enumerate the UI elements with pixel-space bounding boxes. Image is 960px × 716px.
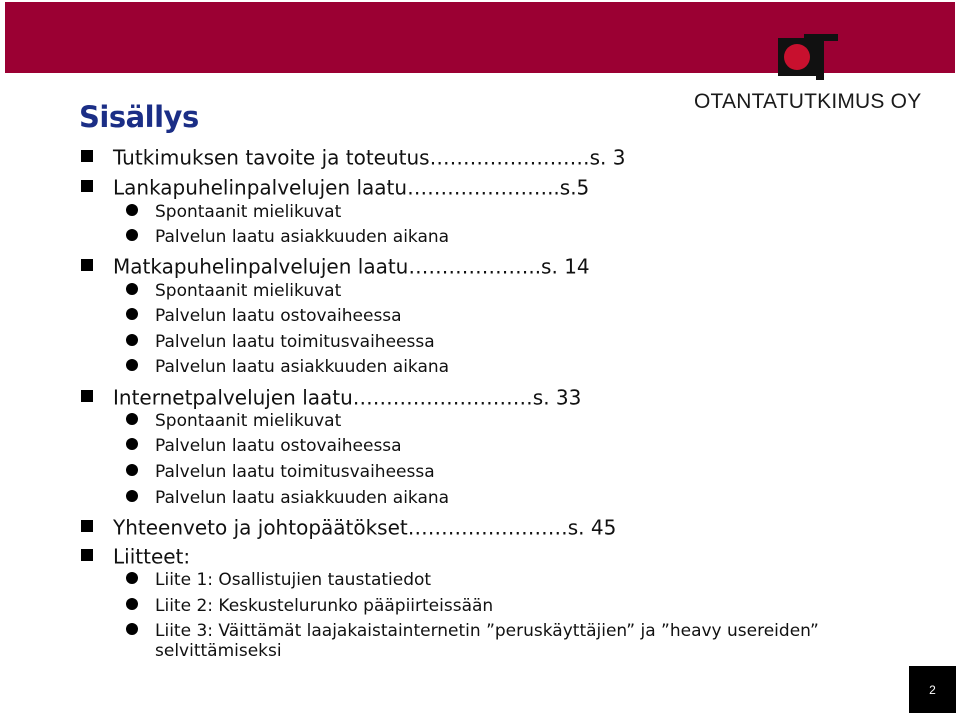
brand-name: OTANTATUTKIMUS OY <box>694 90 922 113</box>
round-bullet-icon <box>126 334 138 346</box>
page-title: Sisällys <box>79 100 199 134</box>
square-bullet-icon <box>81 150 93 162</box>
toc-section-label: Liitteet: <box>113 544 191 569</box>
toc-subitem-label: Palvelun laatu ostovaiheessa <box>155 306 402 326</box>
toc-subitem <box>126 227 449 247</box>
toc-subitem-label: Palvelun laatu asiakkuuden aikana <box>155 227 450 247</box>
round-bullet-icon <box>126 598 138 610</box>
toc-section <box>81 514 616 540</box>
toc-subitem <box>126 306 402 326</box>
round-bullet-icon <box>126 438 138 450</box>
round-bullet-icon <box>126 572 138 584</box>
toc-section <box>81 253 590 279</box>
toc-subitem-label: Spontaanit mielikuvat <box>155 411 342 431</box>
toc-subitem-label: Palvelun laatu ostovaiheessa <box>155 436 402 456</box>
square-bullet-icon <box>81 180 93 192</box>
toc-subitem-label: Palvelun laatu asiakkuuden aikana <box>155 357 450 377</box>
round-bullet-icon <box>126 623 138 635</box>
square-bullet-icon <box>81 520 93 532</box>
page-number: 2 <box>909 666 956 713</box>
round-bullet-icon <box>126 204 138 216</box>
round-bullet-icon <box>126 283 138 295</box>
square-bullet-icon <box>81 549 93 561</box>
toc-section <box>81 543 190 569</box>
toc-subitem <box>126 436 402 456</box>
toc-subitem-label: Palvelun laatu toimitusvaiheessa <box>155 462 435 482</box>
toc-subitem-label: Spontaanit mielikuvat <box>155 281 342 301</box>
toc-subitem <box>126 357 449 377</box>
toc-section <box>81 174 589 200</box>
toc-subitem <box>126 462 435 482</box>
round-bullet-icon <box>126 308 138 320</box>
round-bullet-icon <box>126 413 138 425</box>
toc-subitem-label: Liite 1: Osallistujien taustatiedot <box>155 570 432 590</box>
toc-subitem-label: Liite 3: Väittämät laajakaistainternetin ”peruskäyttäjien” ja ”heavy usereiden” <box>155 621 819 641</box>
toc-subitem <box>126 411 341 431</box>
toc-section-label: Lankapuhelinpalvelujen laatu…………………..s.5 <box>113 175 590 200</box>
toc-section <box>81 144 625 170</box>
toc-section-label: Matkapuhelinpalvelujen laatu………………..s. 14 <box>113 254 590 279</box>
toc-section-label: Tutkimuksen tavoite ja toteutus……………………s. 3 <box>113 145 626 170</box>
round-bullet-icon <box>126 359 138 371</box>
round-bullet-icon <box>126 490 138 502</box>
toc-subitem <box>126 332 435 352</box>
toc-section-label: Internetpalvelujen laatu………………………s. 33 <box>113 385 582 410</box>
toc-subitem <box>126 596 493 616</box>
toc-subitem-label: Liite 2: Keskustelurunko pääpiirteissään <box>155 596 494 616</box>
toc-subitem-label: Spontaanit mielikuvat <box>155 202 342 222</box>
toc-section <box>81 384 581 410</box>
toc-subitem-label: Palvelun laatu asiakkuuden aikana <box>155 488 450 508</box>
toc-subitem <box>126 621 819 641</box>
round-bullet-icon <box>126 464 138 476</box>
toc-subitem <box>126 570 431 590</box>
toc-subitem-continuation: selvittämiseksi <box>155 641 282 661</box>
toc-section-label: Yhteenveto ja johtopäätökset……………………s. 45 <box>113 515 617 540</box>
toc-subitem <box>126 281 341 301</box>
square-bullet-icon <box>81 390 93 402</box>
toc-subitem-label: Palvelun laatu toimitusvaiheessa <box>155 332 435 352</box>
toc-subitem <box>126 488 449 508</box>
round-bullet-icon <box>126 229 138 241</box>
toc-subitem <box>126 202 341 222</box>
square-bullet-icon <box>81 259 93 271</box>
